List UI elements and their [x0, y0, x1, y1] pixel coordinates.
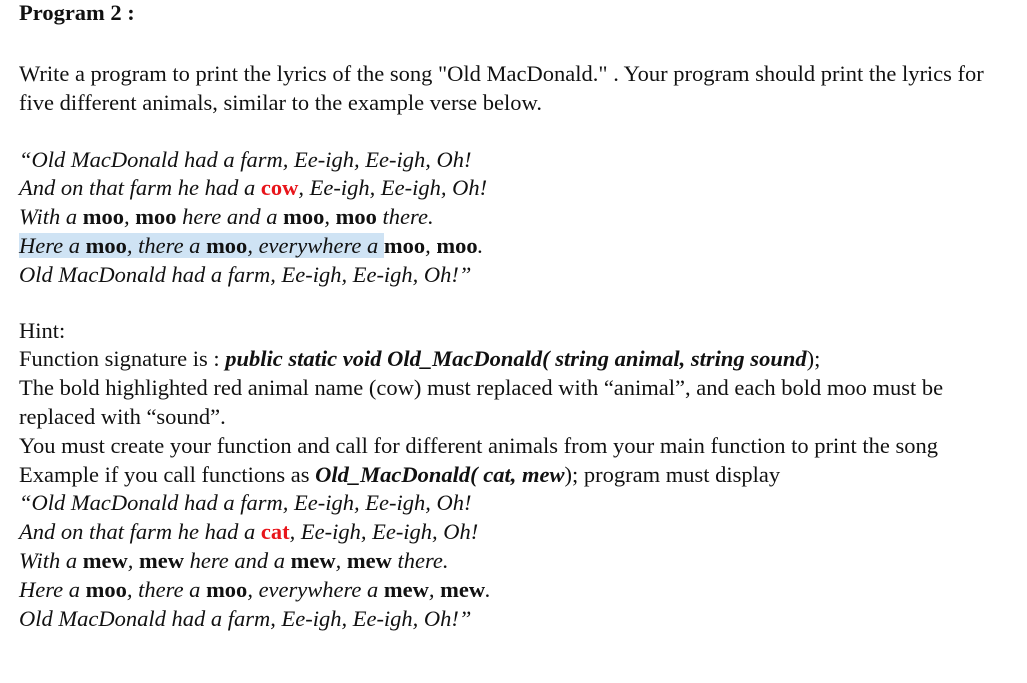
animal-name: cow — [260, 175, 299, 201]
verse-line-5: Old MacDonald had a farm, Ee-igh, Ee-igh, Oh!” — [19, 261, 472, 287]
verse-line-3: With a moo, moo here and a moo, moo there. — [19, 204, 434, 230]
spacer — [19, 26, 1019, 60]
sound-word: moo — [85, 576, 127, 602]
verse-line-1: “Old MacDonald had a farm, Ee-igh, Ee-igh, Oh! — [19, 490, 472, 516]
animal-name: cat — [260, 519, 290, 545]
spacer — [19, 290, 1019, 317]
create-instructions: You must create your function and call for different animals from your main function to print the song — [19, 432, 938, 458]
verse-line-3: With a mew, mew here and a mew, mew there. — [19, 547, 449, 573]
sound-word: mew — [139, 547, 184, 573]
hint-label: Hint: — [19, 317, 66, 343]
verse-line-4: Here a moo, there a moo, everywhere a mew, mew. — [19, 576, 491, 602]
signature-code: public static void Old_MacDonald( string animal, string sound — [225, 346, 807, 372]
example-call: Example if you call functions as Old_MacDonald( cat, mew); program must display — [19, 461, 781, 487]
example-code: Old_MacDonald( cat, mew — [315, 461, 565, 487]
example-verse-cat — [19, 489, 1019, 633]
sound-word: mew — [290, 547, 336, 573]
sound-word: moo — [436, 232, 478, 258]
replace-instructions: The bold highlighted red animal name (cow) must replaced with “animal”, and each bold moo must be replaced with “sound”. — [19, 375, 944, 429]
sound-word: mew — [82, 547, 128, 573]
example-verse-cow — [19, 146, 1019, 290]
function-signature: Function signature is : public static void Old_MacDonald( string animal, string sound); — [19, 346, 821, 372]
document-page — [19, 0, 1019, 633]
sound-word: moo — [335, 204, 377, 230]
program-heading: Program 2 : — [19, 0, 135, 25]
sound-word: moo — [82, 204, 125, 230]
sound-word: moo — [206, 576, 248, 602]
verse-line-4: Here a moo, there a moo, everywhere a moo, moo. — [19, 232, 484, 258]
sound-word: mew — [383, 576, 429, 602]
sound-word: mew — [346, 547, 392, 573]
sound-word: mew — [440, 576, 486, 602]
verse-line-5: Old MacDonald had a farm, Ee-igh, Ee-igh, Oh!” — [19, 605, 472, 631]
spacer — [19, 118, 1019, 146]
sound-word: moo — [85, 232, 127, 258]
sound-word: moo — [383, 232, 426, 258]
verse-line-2: And on that farm he had a cow, Ee-igh, Ee-igh, Oh! — [19, 175, 488, 201]
text-selection[interactable]: Here a moo, there a moo, everywhere a — [19, 232, 384, 258]
sound-word: moo — [206, 232, 248, 258]
verse-line-1: “Old MacDonald had a farm, Ee-igh, Ee-igh, Oh! — [19, 146, 472, 172]
sound-word: moo — [135, 204, 177, 230]
intro-paragraph: Write a program to print the lyrics of the song "Old MacDonald." . Your program should print the lyrics for five different animals, similar to the example verse below. — [19, 61, 984, 115]
sound-word: moo — [283, 204, 325, 230]
verse-line-2: And on that farm he had a cat, Ee-igh, Ee-igh, Oh! — [19, 519, 479, 545]
